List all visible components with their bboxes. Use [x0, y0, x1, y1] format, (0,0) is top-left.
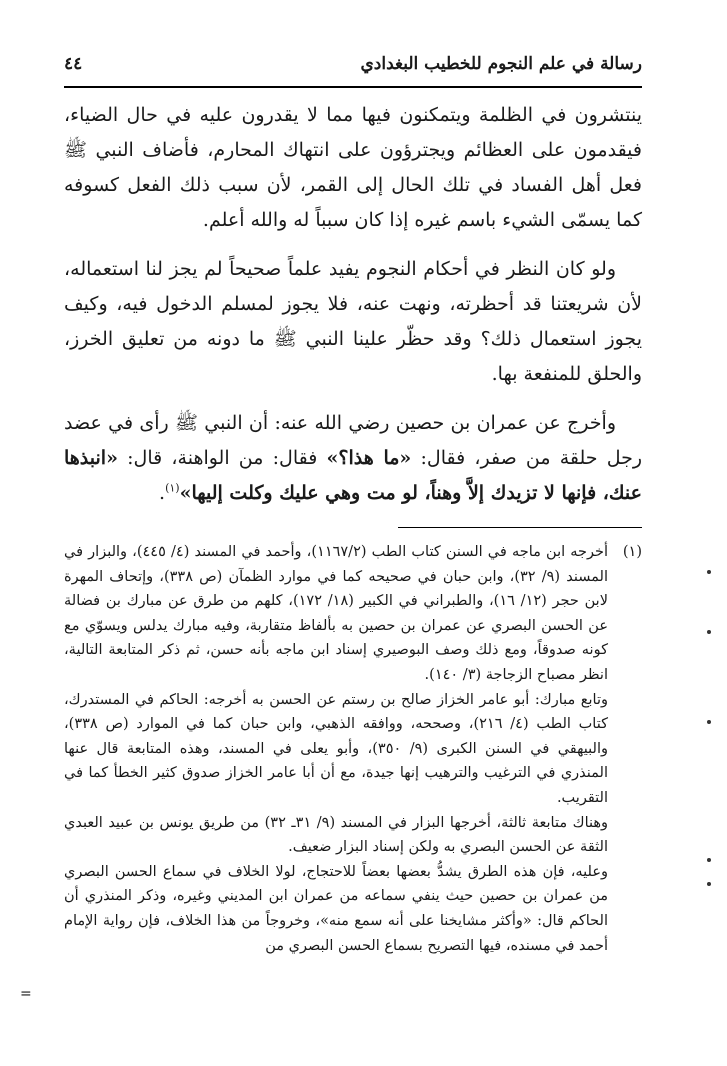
paragraph-1: ينتشرون في الظلمة ويتمكنون فيها مما لا يقدرون عليه في حال الضياء، فيقدمون على العظائم ويجترؤون على انتهاك المحارم، فأضاف النبي ﷺ فعل أهل الفساد في تلك الحال إلى القمر، لأن سبب ذلك الفعل كسوفه كما يسمّى الشيء باسم غيره إذا كان سبباً له والله أعلم.	[64, 104, 642, 231]
paragraph-3	[64, 406, 642, 511]
footnotes	[64, 540, 642, 958]
footnote-paragraph-1: أخرجه ابن ماجه في السنن كتاب الطب (١١٦٧/٢)، وأحمد في المسند (٤/ ٤٤٥)، والبزار في المسند (٩/ ٣٢)، وابن حبان في صحيحه كما في موارد الظمآن (ص ٣٣٨)، وإتحاف المهرة لابن حجر (١٢/ ١٦)، والطبراني في الكبير (١٨/ ١٧٢)، كلهم من طرق عن مبارك بن فضالة عن الحسن البصري عن عمران بن حصين به بألفاظ متقاربة، وفيه مبارك يدلس ويسوّي مع كونه صدوقاً، ومع ذلك وصف البوصيري إسناد ابن ماجه بأنه حسن، ثم ذكر المتابعة التالية، انظر مصباح الزجاجة (٣/ ١٤٠).	[64, 544, 608, 683]
header-title: رسالة في علم النجوم للخطيب البغدادي	[360, 54, 642, 74]
hadith-quote-1: «ما هذا؟»	[326, 447, 412, 469]
page-number: ٤٤	[64, 54, 83, 74]
footnote-divider	[398, 527, 642, 528]
margin-dot	[707, 630, 711, 634]
margin-dot	[707, 882, 711, 886]
paragraph-3-intro: وأخرج عن عمران بن حصين رضي الله عنه: أن النبي ﷺ رأى في عضد رجل حلقة من صفر، فقال:	[64, 412, 643, 469]
footnote-number: (١)	[622, 544, 642, 560]
footnote-paragraph-3: وهناك متابعة ثالثة، أخرجها البزار في المسند (٩/ ٣١ـ ٣٢) من طريق يونس بن عبيد العبدي الثقة عن الحسن البصري به ولكن إسناد البزار ضعيف.	[64, 814, 609, 856]
main-text	[64, 98, 642, 511]
paragraph-3-end: .	[159, 482, 166, 504]
running-header	[64, 44, 642, 84]
paragraph-2: ولو كان النظر في أحكام النجوم يفيد علماً صحيحاً لم يجز لنا استعماله، لأن شريعتنا قد أحظرته، ونهت عنه، فلا يجوز لمسلم الدخول فيه، وكيف يجوز استعمال ذلك؟ وقد حظّر علينا النبي ﷺ ما دونه من تعليق الخرز، والحلق للمنفعة بها.	[64, 258, 642, 385]
footnote-paragraph-2: وتابع مبارك: أبو عامر الخزاز صالح بن رستم عن الحسن به أخرجه: الحاكم في المستدرك، كتاب الطب (٤/ ٢١٦)، وصححه، ووافقه الذهبي، وابن حبان كما في الموارد (ص ٣٣٨)، والبيهقي في السنن الكبرى (٩/ ٣٥٠)، وأبو يعلى في المسند، وهذه المتابعة قال عنها المنذري في الترغيب والترهيب إنها جيدة، مع أن أبا عامر الخزاز صدوق كثير الخطأ كما في التقريب.	[64, 691, 609, 806]
margin-dot	[707, 858, 711, 862]
hadith-quote-2: «انبذها عنك، فإنها لا تزيدك إلاَّ وهناً، لو مت وهي عليك وكلت إليها»	[64, 447, 642, 504]
footnote-1	[64, 540, 642, 958]
continuation-mark: =	[20, 986, 32, 1002]
paragraph-3-mid: فقال: من الواهنة، قال:	[117, 447, 327, 469]
footnote-reference: (١)	[165, 481, 180, 495]
header-divider	[64, 86, 642, 88]
footnote-body	[64, 540, 608, 958]
footnote-paragraph-4: وعليه، فإن هذه الطرق يشدُّ بعضها بعضاً للاحتجاج، لولا الخلاف في سماع الحسن البصري من عمران بن حصين حيث ينفي سماعه من عمران ابن المديني وغيره، وذكر المنذري أن الحاكم قال: «وأكثر مشايخنا على أنه سمع منه»، وخروجاً من هذا الخلاف، فإن رواية الإمام أحمد في مسنده، فيها التصريح بسماع الحسن البصري من	[64, 863, 608, 954]
margin-dot	[707, 720, 711, 724]
margin-dot	[707, 570, 711, 574]
